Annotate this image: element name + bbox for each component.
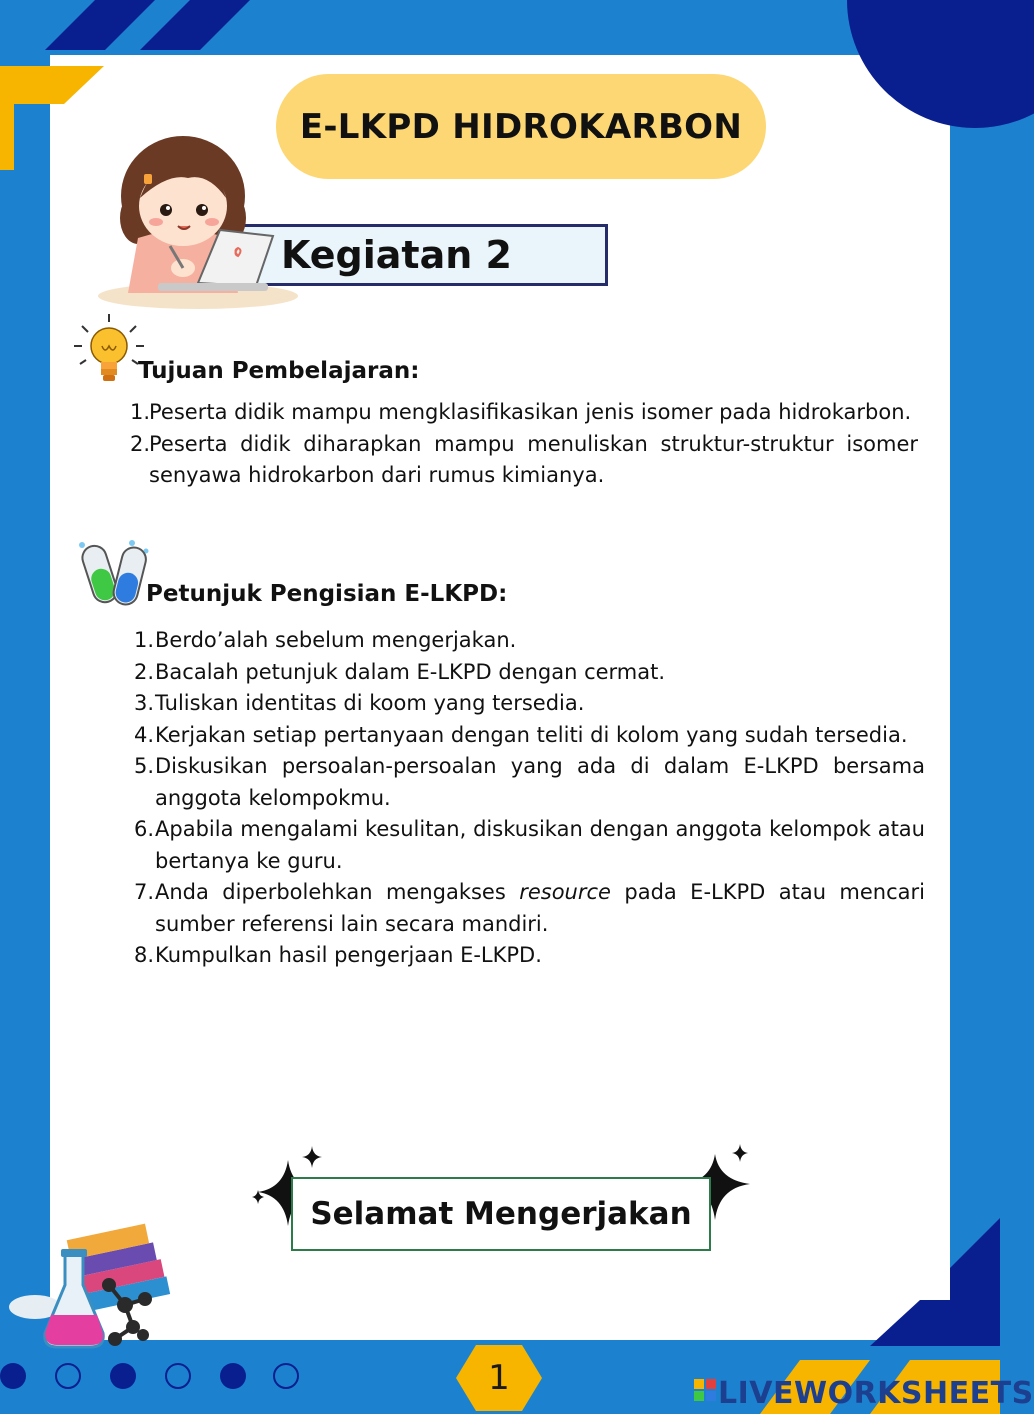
list-item-text: Tuliskan identitas di koom yang tersedia. xyxy=(155,691,585,715)
decorative-dot xyxy=(273,1363,299,1389)
list-item-number: 8. xyxy=(134,943,155,967)
watermark-text: LIVEWORKSHEETS xyxy=(718,1376,1034,1411)
list-item-text: Berdo’alah sebelum mengerjakan. xyxy=(155,628,517,652)
page-number-badge xyxy=(456,1345,542,1411)
list-item-number: 1. xyxy=(130,400,151,424)
list-item xyxy=(134,877,925,940)
page-number: 1 xyxy=(488,1358,510,1398)
list-item xyxy=(134,625,925,657)
list-item-number: 2. xyxy=(134,659,155,684)
list-item xyxy=(134,657,925,689)
list-item-text-part: Anda diperbolehkan mengakses xyxy=(155,880,520,904)
decorative-dot xyxy=(165,1363,191,1389)
list-item xyxy=(134,688,925,720)
list-item xyxy=(130,397,918,429)
list-item xyxy=(134,940,925,972)
right-navy-corner xyxy=(870,1218,1000,1348)
list-item-number: 4. xyxy=(134,722,155,747)
list-item-text: Bacalah petunjuk dalam E-LKPD dengan cermat. xyxy=(155,659,666,684)
decorative-dot xyxy=(55,1363,81,1389)
list-item xyxy=(134,720,925,752)
list-item-number: 6. xyxy=(134,817,155,841)
page-title: E-LKPD HIDROKARBON xyxy=(276,74,766,179)
instructions-list xyxy=(134,625,925,972)
list-item-text: Kerjakan setiap pertanyaan dengan teliti di kolom yang sudah tersedia. xyxy=(155,722,908,747)
list-item-number: 7. xyxy=(134,880,155,904)
decorative-dot xyxy=(220,1363,246,1389)
objectives-list xyxy=(130,397,918,492)
closing-message: Selamat Mengerjakan xyxy=(291,1177,711,1251)
list-item-text xyxy=(155,877,925,940)
decorative-dot xyxy=(0,1363,26,1389)
list-item-text: Apabila mengalami kesulitan, diskusikan dengan anggota kelompok atau bertanya ke guru. xyxy=(155,817,925,873)
list-item-text: Diskusikan persoalan-persoalan yang ada di dalam E-LKPD bersama anggota kelompokmu. xyxy=(155,754,925,810)
books-flask-illustration xyxy=(5,1215,180,1365)
left-yellow-corner xyxy=(0,66,106,170)
list-item xyxy=(134,814,925,877)
objectives-heading: Tujuan Pembelajaran: xyxy=(138,358,420,384)
top-left-stripes xyxy=(0,0,260,50)
list-item xyxy=(134,751,925,814)
lightbulb-icon xyxy=(72,312,146,392)
list-item xyxy=(130,429,918,492)
activity-label: Kegiatan 2 xyxy=(232,224,608,286)
girl-laptop-illustration xyxy=(98,118,303,310)
top-right-circle xyxy=(850,0,1000,130)
list-item-text: Peserta didik diharapkan mampu menuliskan struktur-struktur isomer senyawa hidrokarbon dari rumus kimianya. xyxy=(149,431,918,487)
liveworksheets-logo-icon xyxy=(694,1379,716,1401)
list-item-text: Peserta didik mampu mengklasifikasikan jenis isomer pada hidrokarbon. xyxy=(149,400,912,424)
list-item-text-part: pada E-LKPD atau mencari sumber referensi lain secara mandiri. xyxy=(155,880,925,936)
decorative-dot xyxy=(110,1363,136,1389)
list-item-number: 5. xyxy=(134,754,155,778)
list-item-number: 3. xyxy=(134,691,155,715)
instructions-heading: Petunjuk Pengisian E-LKPD: xyxy=(146,581,508,607)
list-item-number: 2. xyxy=(130,431,151,456)
list-item-italic-term: resource xyxy=(519,880,611,904)
list-item-text: Kumpulkan hasil pengerjaan E-LKPD. xyxy=(155,943,542,967)
list-item-number: 1. xyxy=(134,628,155,652)
